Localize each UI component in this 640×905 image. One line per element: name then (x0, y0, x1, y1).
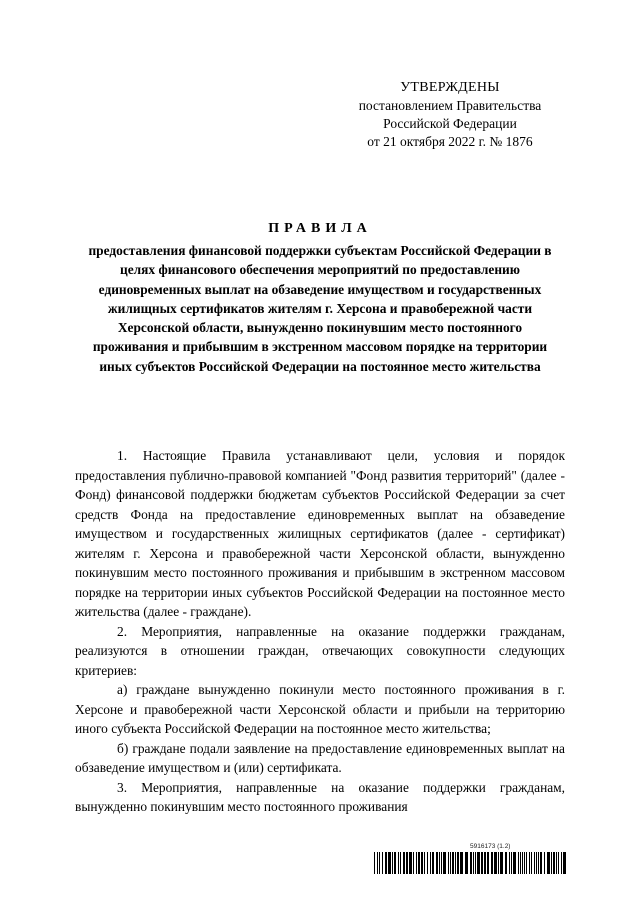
paragraph-3: 3. Мероприятия, направленные на оказание поддержки гражданам, вынужденно покинувшим место постоянного проживания (75, 779, 565, 814)
barcode-number: 5916173 (1.2) (470, 843, 511, 850)
approval-line-2: Российской Федерации (383, 116, 517, 131)
approval-heading: УТВЕРЖДЕНЫ (400, 80, 500, 95)
paragraph-1: 1. Настоящие Правила устанавливают цели, условия и порядок предоставления публично-правовой компанией "Фонд развития территорий" (далее - Фонд) финансовой поддержки бюджетам субъектов Российской Федерации за счет средств Фонда на предоставление единовременных выплат на обзаведение имуществом и государственных жилищных сертификатов (далее - сертификат) жителям г. Херсона и правобережной части Херсонской области, вынужденно покинувшим место постоянного проживания и прибывшим в экстренном массовом порядке на территории иных субъектов Российской Федерации на постоянное место жительства (далее - граждане). (75, 448, 565, 619)
document-body (75, 446, 565, 817)
approval-line-3: от 21 октября 2022 г. № 1876 (367, 134, 533, 149)
approval-line-1: постановлением Правительства (358, 98, 542, 113)
document-title: ПРАВИЛА (268, 221, 372, 236)
paragraph-2b: б) граждане подали заявление на предоставление единовременных выплат на обзаведение имуществом и (или) сертификата. (75, 740, 565, 775)
barcode-image (374, 852, 570, 874)
paragraph-2: 2. Мероприятия, направленные на оказание поддержки гражданам, реализуются в отношении граждан, отвечающих совокупности следующих критериев: (75, 623, 565, 678)
paragraph-2a: а) граждане вынужденно покинули место постоянного проживания в г. Херсоне и правобережной части Херсонской области и прибыли на территорию иного субъекта Российской Федерации на постоянное место жительства; (75, 682, 565, 736)
document-subtitle: предоставления финансовой поддержки субъектам Российской Федерации в целях финансового обеспечения мероприятий по предоставлению единовременных выплат на обзаведение имуществом и государственных жилищных сертификатов жителям г. Херсона и правобережной части Херсонской области, вынужденно покинувшим место постоянного проживания и прибывшим в экстренном массовом порядке на территории иных субъектов Российской Федерации на постоянное место жительства (88, 243, 552, 374)
approval-block (350, 79, 550, 151)
